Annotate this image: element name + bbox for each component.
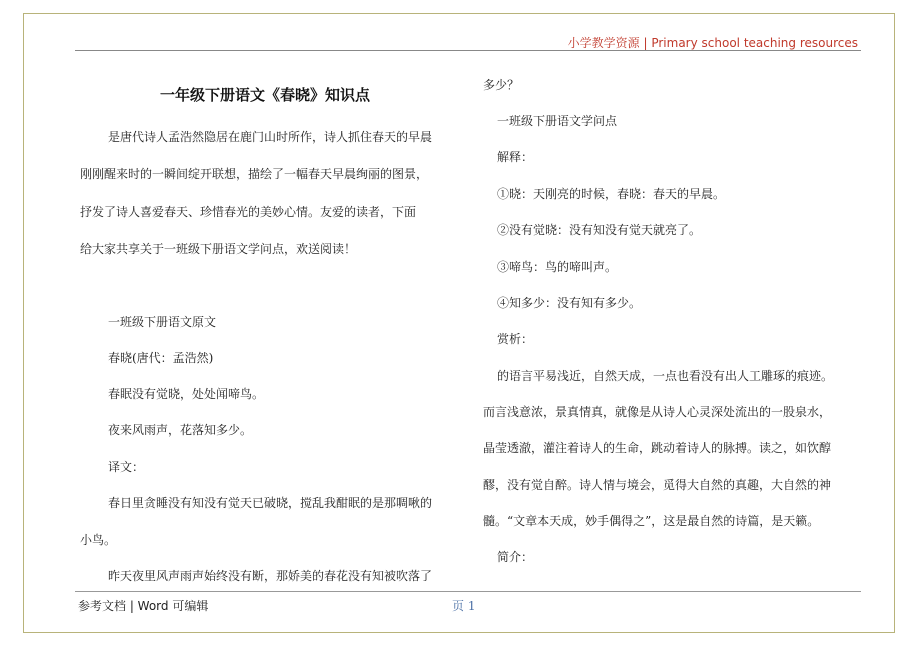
section-heading: 一班级下册语文学问点: [497, 114, 618, 128]
poem-line: 夜来风雨声，花落知多少。: [108, 423, 253, 437]
paragraph-line: 的语言平易浅近，自然天成，一点也看没有出人工雕琢的痕迹。: [497, 369, 834, 383]
explanation-item: ③啼鸟：鸟的啼叫声。: [497, 260, 618, 274]
poem-title: 春晓(唐代：孟浩然): [108, 351, 214, 365]
paragraph-line: 多少？: [483, 78, 520, 92]
paragraph-line: 刚刚醒来时的一瞬间绽开联想，描绘了一幅春天早晨绚丽的图景，: [80, 167, 429, 181]
footer-label: 参考文档 | Word 可编辑: [78, 599, 209, 613]
header-divider: [75, 50, 861, 51]
paragraph-line: 春日里贪睡没有知没有觉天已破晓，搅乱我酣眠的是那啁啾的: [108, 496, 433, 510]
paragraph-line: 醪，没有觉自醉。诗人情与境会，觅得大自然的真趣，大自然的神: [483, 478, 832, 492]
explanation-label: 解释：: [497, 150, 534, 164]
translation-label: 译文：: [108, 460, 145, 474]
appreciation-label: 赏析：: [497, 332, 534, 346]
paragraph-line: 小鸟。: [80, 533, 117, 547]
paragraph-line: 髓。“文章本天成，妙手偶得之”，这是最自然的诗篇，是天籁。: [483, 514, 820, 528]
paragraph-line: 抒发了诗人喜爱春天、珍惜春光的美妙心情。友爱的读者，下面: [80, 205, 417, 219]
paragraph-line: 而言浅意浓，景真情真，就像是从诗人心灵深处流出的一股泉水，: [483, 405, 832, 419]
paragraph-line: 是唐代诗人孟浩然隐居在鹿门山时所作，诗人抓住春天的早晨: [108, 130, 433, 144]
page-number: 页 1: [452, 599, 476, 613]
explanation-item: ④知多少：没有知有多少。: [497, 296, 642, 310]
explanation-item: ①晓：天刚亮的时候，春晓：春天的早晨。: [497, 187, 726, 201]
paragraph-line: 晶莹透澈，灌注着诗人的生命，跳动着诗人的脉搏。读之，如饮醇: [483, 441, 832, 455]
footer-divider: [75, 591, 861, 592]
explanation-item: ②没有觉晓：没有知没有觉天就亮了。: [497, 223, 702, 237]
document-title: 一年级下册语文《春晓》知识点: [159, 86, 370, 104]
section-heading: 一班级下册语文原文: [108, 315, 217, 329]
paragraph-line: 昨天夜里风声雨声始终没有断，那娇美的春花没有知被吹落了: [108, 569, 433, 583]
paragraph-line: 给大家共享关于一班级下册语文学问点，欢送阅读！: [80, 242, 357, 256]
introduction-label: 简介：: [497, 550, 534, 564]
poem-line: 春眠没有觉晓，处处闻啼鸟。: [108, 387, 265, 401]
page-header: 小学教学资源 | Primary school teaching resources: [567, 36, 858, 50]
